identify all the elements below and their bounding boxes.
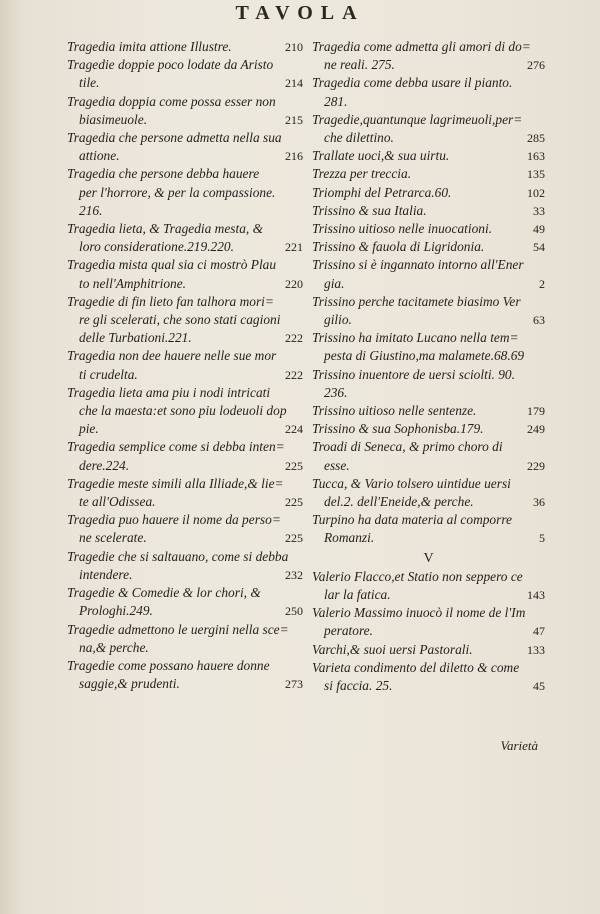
entry-line: Trissino perche tacitamete biasimo Ver bbox=[312, 293, 521, 309]
index-entry bbox=[67, 548, 303, 584]
entry-line: che la maesta:et sono piu lodeuoli dop bbox=[79, 403, 287, 419]
entry-page-number: 216 bbox=[285, 149, 303, 164]
entry-page-number: 225 bbox=[285, 458, 303, 473]
index-entry bbox=[67, 56, 303, 92]
entry-line: na,& perche. bbox=[79, 639, 149, 655]
entry-line: lar la fatica. bbox=[324, 586, 391, 602]
entry-line: per l'horrore, & per la compassione. bbox=[79, 184, 276, 200]
entry-line: loro consideratione.219.220. bbox=[79, 239, 234, 255]
entry-page-number: 214 bbox=[285, 76, 303, 91]
entry-line: Trissino uitioso nelle inuocationi. bbox=[312, 221, 493, 237]
entry-page-number: 215 bbox=[285, 112, 303, 127]
entry-line: saggie,& prudenti. bbox=[79, 676, 180, 692]
index-entry bbox=[312, 641, 545, 659]
entry-page-number: 143 bbox=[527, 587, 545, 602]
entry-line: ti crudelta. bbox=[79, 366, 138, 382]
index-entry bbox=[312, 165, 545, 183]
entry-line: gia. bbox=[324, 275, 345, 291]
entry-page-number: 47 bbox=[533, 624, 545, 639]
entry-line: 281. bbox=[324, 93, 348, 109]
entry-page-number: 49 bbox=[533, 222, 545, 237]
index-entry bbox=[67, 511, 303, 547]
entry-line: delle Turbationi.221. bbox=[79, 330, 192, 346]
entry-line: Tragedia imita attione Illustre. bbox=[67, 39, 232, 54]
entry-line: Romanzi. bbox=[324, 530, 375, 546]
entry-line: Tragedia puo hauere il nome da perso= bbox=[67, 512, 281, 528]
entry-line: Tragedie & Comedie & lor chori, & bbox=[67, 585, 261, 601]
entry-line: to nell'Amphitrione. bbox=[79, 275, 187, 291]
index-entry bbox=[312, 329, 545, 365]
entry-line: Trissino inuentore de uersi sciolti. 90. bbox=[312, 366, 515, 382]
entry-line: 236. bbox=[324, 384, 348, 400]
entry-line: del.2. dell'Eneide,& perche. bbox=[324, 494, 474, 510]
entry-line: re gli scelerati, che sono stati cagioni bbox=[79, 312, 281, 328]
entry-line: Varchi,& suoi uersi Pastorali. bbox=[312, 641, 473, 657]
entry-page-number: 133 bbox=[527, 642, 545, 657]
index-entry bbox=[312, 402, 545, 420]
entry-page-number: 229 bbox=[527, 458, 545, 473]
entry-line: dere.224. bbox=[79, 457, 130, 473]
entry-line: Tragedia semplice come si debba inten= bbox=[67, 439, 285, 455]
entry-page-number: 225 bbox=[285, 495, 303, 510]
entry-line: Tragedie che si saltauano, come si debba bbox=[67, 548, 289, 564]
index-entry bbox=[67, 129, 303, 165]
entry-line: Varieta condimento del diletto & come bbox=[312, 659, 520, 675]
entry-line: Tragedia che persone admetta nella sua bbox=[67, 130, 282, 146]
entry-line: Tucca, & Vario tolsero uintidue uersi bbox=[312, 475, 511, 491]
entry-line: si faccia. 25. bbox=[324, 677, 393, 693]
entry-line: Tragedie doppie poco lodate da Aristo bbox=[67, 57, 274, 73]
index-entry bbox=[312, 475, 545, 511]
entry-line: Tragedie come possano hauere donne bbox=[67, 657, 270, 673]
entry-page-number: 5 bbox=[539, 531, 545, 546]
index-entry bbox=[67, 657, 303, 693]
index-entry bbox=[312, 366, 545, 402]
entry-page-number: 224 bbox=[285, 422, 303, 437]
index-entry bbox=[67, 38, 303, 56]
index-entry bbox=[67, 475, 303, 511]
entry-page-number: 102 bbox=[527, 185, 545, 200]
index-entry bbox=[67, 438, 303, 474]
entry-page-number: 225 bbox=[285, 531, 303, 546]
entry-line: Trissino & sua Italia. bbox=[312, 202, 427, 218]
index-entry bbox=[67, 220, 303, 256]
entry-page-number: 220 bbox=[285, 276, 303, 291]
entry-line: Tragedia che persone debba hauere bbox=[67, 166, 260, 182]
index-entry bbox=[312, 293, 545, 329]
entry-page-number: 210 bbox=[285, 40, 303, 54]
entry-line: che dilettino. bbox=[324, 130, 394, 146]
entry-line: ne reali. 275. bbox=[324, 57, 395, 73]
entry-line: Tragedia lieta ama piu i nodi intricati bbox=[67, 384, 271, 400]
entry-line: 216. bbox=[79, 202, 103, 218]
index-entry bbox=[312, 256, 545, 292]
index-entry bbox=[312, 568, 545, 604]
index-entry bbox=[312, 38, 545, 74]
catchword: Varietà bbox=[500, 738, 538, 753]
entry-page-number: 163 bbox=[527, 149, 545, 164]
index-entry bbox=[312, 184, 545, 202]
entry-page-number: 179 bbox=[527, 404, 545, 419]
entry-line: Trissino si è ingannato intorno all'Ener bbox=[312, 257, 524, 273]
page-header: TAVOLA bbox=[235, 2, 365, 24]
entry-page-number: 63 bbox=[533, 313, 545, 328]
index-entry bbox=[312, 238, 545, 256]
entry-line: Tragedia non dee hauere nelle sue mor bbox=[67, 348, 277, 364]
entry-line: Triomphi del Petrarca.60. bbox=[312, 184, 452, 200]
entry-page-number: 222 bbox=[285, 331, 303, 346]
left-column bbox=[67, 38, 303, 693]
entry-line: Valerio Massimo inuocò il nome de l'Im bbox=[312, 605, 526, 621]
index-entry bbox=[312, 438, 545, 474]
entry-line: Trissino uitioso nelle sentenze. bbox=[312, 403, 477, 419]
entry-line: Tragedie admettono le uergini nella sce= bbox=[67, 621, 289, 637]
entry-line: Trissino ha imitato Lucano nella tem= bbox=[312, 330, 519, 346]
index-entry bbox=[312, 604, 545, 640]
index-entry bbox=[67, 384, 303, 439]
index-entry bbox=[312, 202, 545, 220]
right-column bbox=[312, 38, 545, 695]
index-entry bbox=[67, 256, 303, 292]
entry-line: Tragedie,quantunque lagrimeuoli,per= bbox=[312, 111, 523, 127]
entry-line: te all'Odissea. bbox=[79, 494, 156, 510]
entry-line: peratore. bbox=[324, 623, 373, 639]
entry-line: Tragedia come debba usare il pianto. bbox=[312, 75, 513, 91]
entry-line: ne scelerate. bbox=[79, 530, 147, 546]
entry-page-number: 273 bbox=[285, 677, 303, 692]
entry-line: Trezza per treccia. bbox=[312, 166, 412, 182]
entry-line: pesta di Giustino,ma malamete.68.69 bbox=[324, 348, 525, 364]
entry-page-number: 285 bbox=[527, 131, 545, 146]
index-entry bbox=[312, 420, 545, 438]
entry-line: Trissino & sua Sophonisba.179. bbox=[312, 421, 484, 437]
entry-line: gilio. bbox=[324, 312, 352, 328]
index-entry bbox=[67, 584, 303, 620]
entry-line: Tragedie di fin lieto fan talhora mori= bbox=[67, 293, 274, 309]
index-entry bbox=[312, 220, 545, 238]
entry-line: Tragedia mista qual sia ci mostrò Plau bbox=[67, 257, 277, 273]
entry-page-number: 2 bbox=[539, 276, 545, 291]
section-letter: V bbox=[423, 550, 434, 566]
entry-line: Trissino & fauola di Ligridonia. bbox=[312, 239, 485, 255]
index-entry bbox=[312, 511, 545, 547]
index-entry bbox=[67, 347, 303, 383]
entry-page-number: 135 bbox=[527, 167, 545, 182]
entry-page-number: 54 bbox=[533, 240, 545, 255]
index-entry bbox=[312, 147, 545, 165]
entry-line: Tragedie meste simili alla Illiade,& lie= bbox=[67, 475, 284, 491]
entry-page-number: 45 bbox=[533, 678, 545, 693]
entry-page-number: 33 bbox=[533, 203, 545, 218]
index-entry bbox=[67, 93, 303, 129]
entry-page-number: 232 bbox=[285, 567, 303, 582]
entry-line: Tragedia come admetta gli amori di do= bbox=[312, 39, 531, 54]
entry-line: intendere. bbox=[79, 566, 133, 582]
entry-page-number: 221 bbox=[285, 240, 303, 255]
entry-page-number: 249 bbox=[527, 422, 545, 437]
entry-line: Tragedia doppia come possa esser non bbox=[67, 93, 276, 109]
index-entry bbox=[312, 74, 545, 110]
entry-line: Valerio Flacco,et Statio non seppero ce bbox=[312, 568, 523, 584]
index-entry bbox=[67, 293, 303, 348]
entry-page-number: 276 bbox=[527, 58, 545, 73]
index-entry bbox=[67, 165, 303, 220]
index-entry bbox=[312, 111, 545, 147]
entry-line: Turpino ha data materia al comporre bbox=[312, 512, 512, 528]
index-entry bbox=[67, 621, 303, 657]
entry-page-number: 222 bbox=[285, 367, 303, 382]
entry-line: Prologhi.249. bbox=[79, 603, 153, 619]
entry-line: Troadi di Seneca, & primo choro di bbox=[312, 439, 503, 455]
entry-line: Tragedia lieta, & Tragedia mesta, & bbox=[67, 221, 264, 237]
entry-line: Trallate uoci,& sua uirtu. bbox=[312, 148, 450, 164]
entry-page-number: 36 bbox=[533, 495, 545, 510]
entry-line: biasimeuole. bbox=[79, 111, 148, 127]
entry-line: attione. bbox=[79, 148, 120, 164]
entry-line: tile. bbox=[79, 75, 100, 91]
entry-line: esse. bbox=[324, 457, 350, 473]
index-entry bbox=[312, 659, 545, 695]
entry-page-number: 250 bbox=[285, 604, 303, 619]
entry-line: pie. bbox=[79, 421, 99, 437]
